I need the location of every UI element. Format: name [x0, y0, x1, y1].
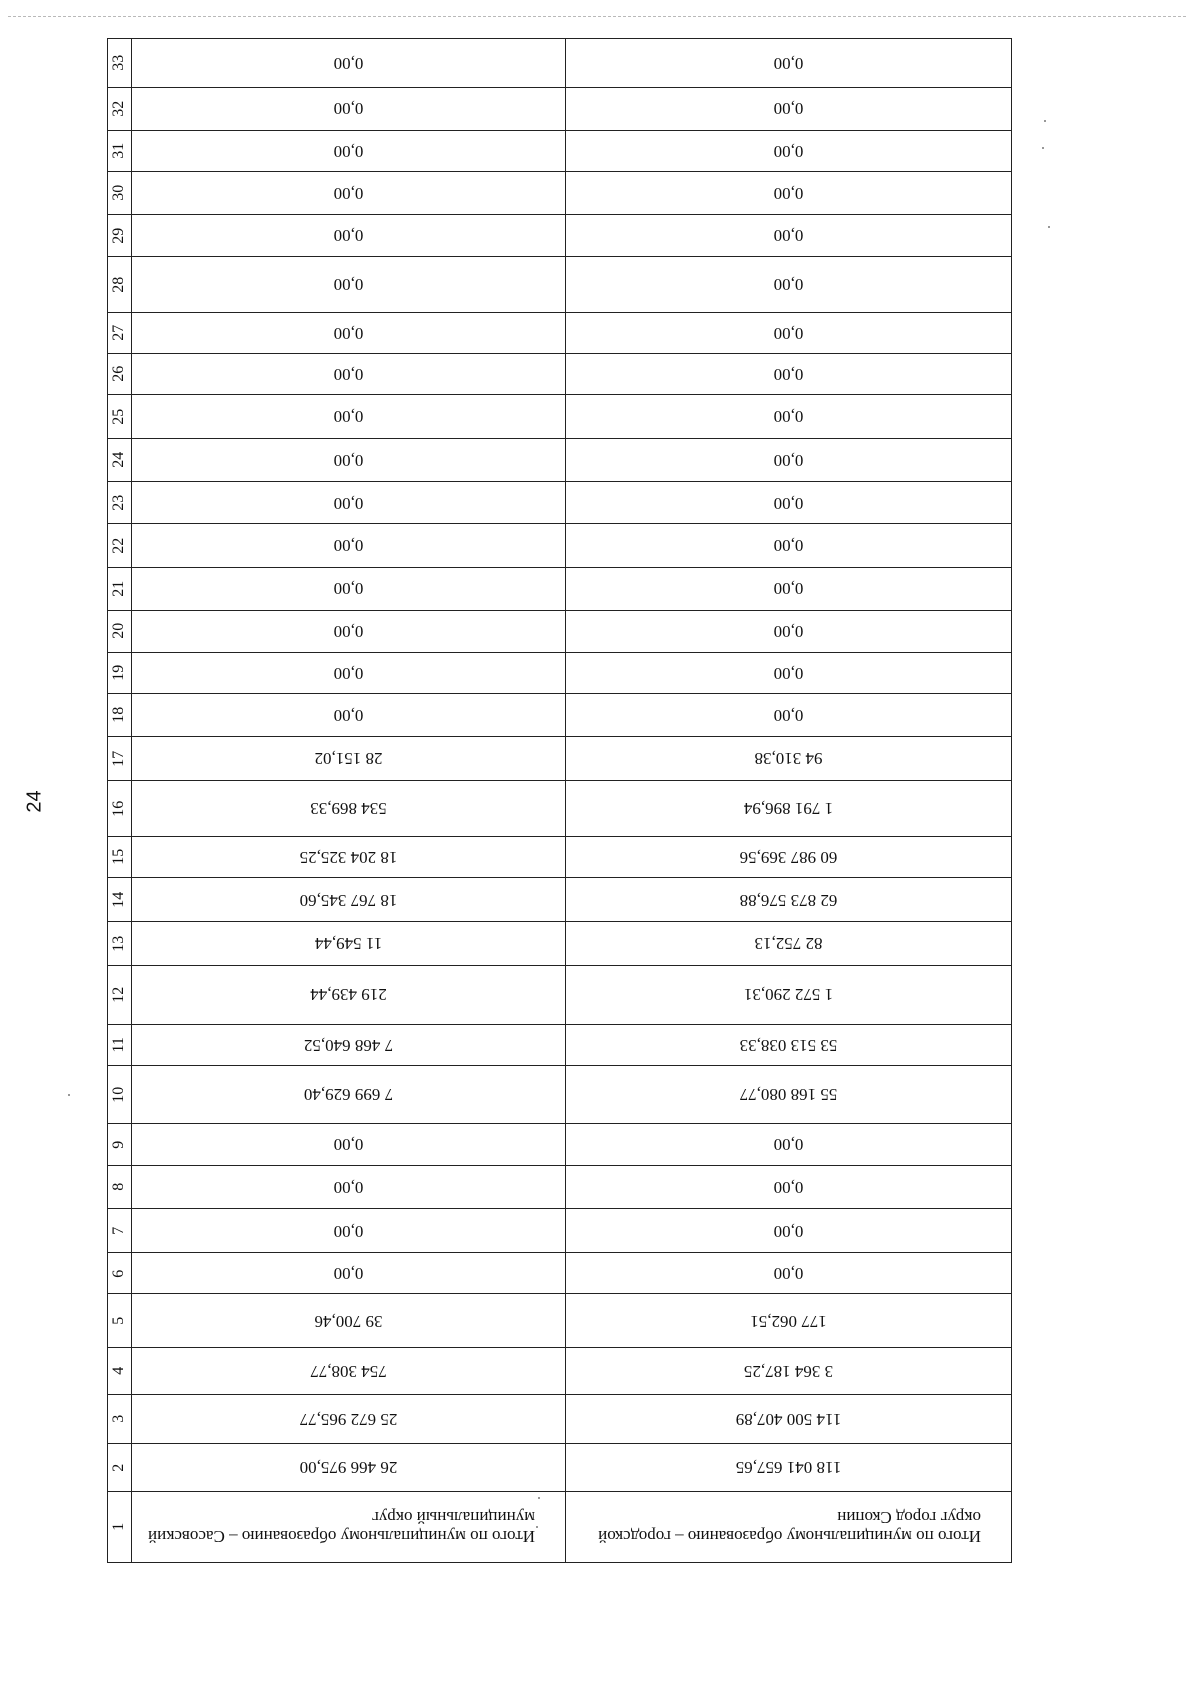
cell-col-b: 0,00: [132, 567, 566, 610]
scan-speck: [1048, 226, 1050, 228]
row-index-label: 14: [110, 891, 128, 908]
row-index-cell: [108, 524, 132, 567]
row-index-label: 22: [110, 537, 128, 554]
scan-edge-line: [8, 16, 1186, 17]
table-row: [108, 256, 1012, 312]
rotated-table-sheet: [108, 38, 1012, 1563]
cell-col-b: 0,00: [132, 652, 566, 693]
header-col-b: Итого по муниципальному образованию – Сасовский муниципальный округ: [132, 1491, 566, 1562]
row-index-cell: [108, 1444, 132, 1491]
cell-col-a: 1 791 896,94: [566, 781, 1012, 837]
cell-col-b: 11 549,44: [132, 922, 566, 965]
row-index-cell: [108, 567, 132, 610]
cell-col-a: 0,00: [566, 610, 1012, 652]
row-index-cell: [108, 1166, 132, 1209]
cell-col-b: 0,00: [132, 87, 566, 130]
row-index-label: 3: [110, 1415, 128, 1424]
table-row: [108, 922, 1012, 965]
row-index-cell: [108, 1348, 132, 1394]
cell-col-a: 0,00: [566, 567, 1012, 610]
row-index-label: 12: [110, 986, 128, 1003]
table-row: [108, 171, 1012, 214]
cell-col-b: 0,00: [132, 1166, 566, 1209]
cell-col-b: 7 699 629,40: [132, 1065, 566, 1123]
cell-col-b: 0,00: [132, 524, 566, 567]
row-index-cell: [108, 313, 132, 354]
cell-col-a: 0,00: [566, 256, 1012, 312]
cell-col-a: 0,00: [566, 482, 1012, 524]
cell-col-a: 82 752,13: [566, 922, 1012, 965]
cell-col-b: 0,00: [132, 214, 566, 256]
cell-col-a: 0,00: [566, 652, 1012, 693]
cell-col-a: 62 873 576,88: [566, 878, 1012, 922]
table-row: [108, 1348, 1012, 1394]
table-row: [108, 524, 1012, 567]
cell-col-a: 1 572 290,31: [566, 965, 1012, 1024]
row-index-cell: [108, 736, 132, 780]
row-index-label: 24: [110, 452, 128, 469]
table-row: [108, 395, 1012, 439]
cell-col-a: 55 168 080,77: [566, 1065, 1012, 1123]
row-index-cell: [108, 395, 132, 439]
cell-col-a: 0,00: [566, 313, 1012, 354]
cell-col-b: 534 869,33: [132, 781, 566, 837]
row-index-cell: [108, 87, 132, 130]
cell-col-b: 0,00: [132, 39, 566, 88]
row-index-label: 32: [110, 100, 128, 117]
cell-col-b: 0,00: [132, 693, 566, 736]
header-index: [108, 1491, 132, 1562]
table-row: [108, 652, 1012, 693]
row-index-label: 1: [110, 1522, 128, 1531]
cell-col-a: 177 062,51: [566, 1294, 1012, 1348]
table-header-row: [108, 1491, 1012, 1562]
scan-speck: [538, 1497, 540, 1499]
cell-col-b: 18 204 325,25: [132, 837, 566, 878]
table-row: [108, 781, 1012, 837]
cell-col-a: 0,00: [566, 524, 1012, 567]
row-index-cell: [108, 1209, 132, 1253]
cell-col-b: 0,00: [132, 395, 566, 439]
cell-col-a: 0,00: [566, 1209, 1012, 1253]
cell-col-a: 0,00: [566, 214, 1012, 256]
cell-col-b: 0,00: [132, 171, 566, 214]
row-index-cell: [108, 354, 132, 395]
table-row: [108, 878, 1012, 922]
row-index-cell: [108, 171, 132, 214]
row-index-label: 27: [110, 325, 128, 342]
row-index-label: 21: [110, 580, 128, 597]
cell-col-b: 0,00: [132, 439, 566, 482]
row-index-label: 16: [110, 800, 128, 817]
row-index-label: 9: [110, 1140, 128, 1149]
row-index-label: 4: [110, 1367, 128, 1376]
row-index-cell: [108, 1024, 132, 1065]
row-index-cell: [108, 1394, 132, 1444]
cell-col-b: 0,00: [132, 354, 566, 395]
row-index-label: 29: [110, 227, 128, 244]
scan-speck: [536, 1526, 538, 1528]
row-index-cell: [108, 878, 132, 922]
cell-col-b: 0,00: [132, 130, 566, 171]
row-index-label: 18: [110, 706, 128, 723]
row-index-cell: [108, 965, 132, 1024]
cell-col-b: 18 767 345,60: [132, 878, 566, 922]
row-index-cell: [108, 652, 132, 693]
cell-col-b: 0,00: [132, 610, 566, 652]
row-index-label: 30: [110, 184, 128, 201]
row-index-cell: [108, 256, 132, 312]
cell-col-b: 219 439,44: [132, 965, 566, 1024]
cell-col-b: 0,00: [132, 313, 566, 354]
table-row: [108, 1294, 1012, 1348]
cell-col-a: 3 364 187,25: [566, 1348, 1012, 1394]
row-index-label: 26: [110, 366, 128, 383]
cell-col-b: 28 151,02: [132, 736, 566, 780]
cell-col-b: 0,00: [132, 1253, 566, 1294]
cell-col-a: 0,00: [566, 354, 1012, 395]
cell-col-a: 0,00: [566, 693, 1012, 736]
table-row: [108, 1209, 1012, 1253]
scan-speck: [68, 1094, 70, 1096]
cell-col-a: 0,00: [566, 87, 1012, 130]
row-index-label: 8: [110, 1183, 128, 1192]
row-index-label: 19: [110, 664, 128, 681]
cell-col-b: 754 308,77: [132, 1348, 566, 1394]
table-row: [108, 1166, 1012, 1209]
table-row: [108, 567, 1012, 610]
table-row: [108, 1124, 1012, 1166]
table-row: [108, 313, 1012, 354]
cell-col-b: 0,00: [132, 1124, 566, 1166]
row-index-label: 33: [110, 54, 128, 71]
row-index-label: 25: [110, 408, 128, 425]
row-index-cell: [108, 610, 132, 652]
page-number: 24: [23, 790, 46, 813]
table-row: [108, 482, 1012, 524]
table-row: [108, 1065, 1012, 1123]
cell-col-a: 53 513 038,33: [566, 1024, 1012, 1065]
row-index-cell: [108, 1294, 132, 1348]
cell-col-a: 0,00: [566, 1124, 1012, 1166]
row-index-cell: [108, 482, 132, 524]
cell-col-b: 0,00: [132, 482, 566, 524]
row-index-label: 7: [110, 1226, 128, 1235]
table-row: [108, 87, 1012, 130]
row-index-cell: [108, 781, 132, 837]
cell-col-a: 0,00: [566, 1166, 1012, 1209]
table-row: [108, 837, 1012, 878]
row-index-label: 31: [110, 142, 128, 159]
row-index-label: 6: [110, 1269, 128, 1278]
cell-col-a: 60 987 369,56: [566, 837, 1012, 878]
row-index-cell: [108, 214, 132, 256]
cell-col-b: 7 468 640,52: [132, 1024, 566, 1065]
cell-col-b: 39 700,46: [132, 1294, 566, 1348]
cell-col-a: 114 500 407,89: [566, 1394, 1012, 1444]
table-row: [108, 1394, 1012, 1444]
table-row: [108, 1444, 1012, 1491]
row-index-label: 28: [110, 276, 128, 293]
cell-col-a: 0,00: [566, 130, 1012, 171]
row-index-label: 13: [110, 935, 128, 952]
table-row: [108, 693, 1012, 736]
table-row: [108, 439, 1012, 482]
row-index-cell: [108, 39, 132, 88]
row-index-label: 20: [110, 623, 128, 640]
data-table: [107, 38, 1012, 1563]
row-index-label: 17: [110, 750, 128, 767]
row-index-label: 11: [110, 1037, 128, 1053]
table-row: [108, 1024, 1012, 1065]
row-index-cell: [108, 130, 132, 171]
row-index-cell: [108, 1124, 132, 1166]
table-row: [108, 736, 1012, 780]
row-index-cell: [108, 922, 132, 965]
table-row: [108, 1253, 1012, 1294]
cell-col-b: 25 672 965,77: [132, 1394, 566, 1444]
cell-col-b: 26 466 975,00: [132, 1444, 566, 1491]
cell-col-a: 94 310,38: [566, 736, 1012, 780]
table-row: [108, 214, 1012, 256]
row-index-label: 2: [110, 1463, 128, 1472]
scan-speck: [1042, 147, 1044, 149]
cell-col-a: 0,00: [566, 39, 1012, 88]
cell-col-a: 118 041 657,65: [566, 1444, 1012, 1491]
row-index-cell: [108, 693, 132, 736]
cell-col-a: 0,00: [566, 1253, 1012, 1294]
table-row: [108, 965, 1012, 1024]
scan-speck: [1044, 120, 1046, 122]
cell-col-a: 0,00: [566, 439, 1012, 482]
row-index-label: 10: [110, 1086, 128, 1103]
table-row: [108, 610, 1012, 652]
table-row: [108, 354, 1012, 395]
row-index-cell: [108, 1253, 132, 1294]
row-index-cell: [108, 837, 132, 878]
table-row: [108, 39, 1012, 88]
cell-col-b: 0,00: [132, 256, 566, 312]
row-index-cell: [108, 439, 132, 482]
row-index-label: 5: [110, 1316, 128, 1325]
cell-col-b: 0,00: [132, 1209, 566, 1253]
row-index-label: 23: [110, 494, 128, 511]
cell-col-a: 0,00: [566, 395, 1012, 439]
row-index-cell: [108, 1065, 132, 1123]
header-col-a: Итого по муниципальному образованию – городской округ город Скопин: [566, 1491, 1012, 1562]
table-row: [108, 130, 1012, 171]
cell-col-a: 0,00: [566, 171, 1012, 214]
row-index-label: 15: [110, 849, 128, 866]
